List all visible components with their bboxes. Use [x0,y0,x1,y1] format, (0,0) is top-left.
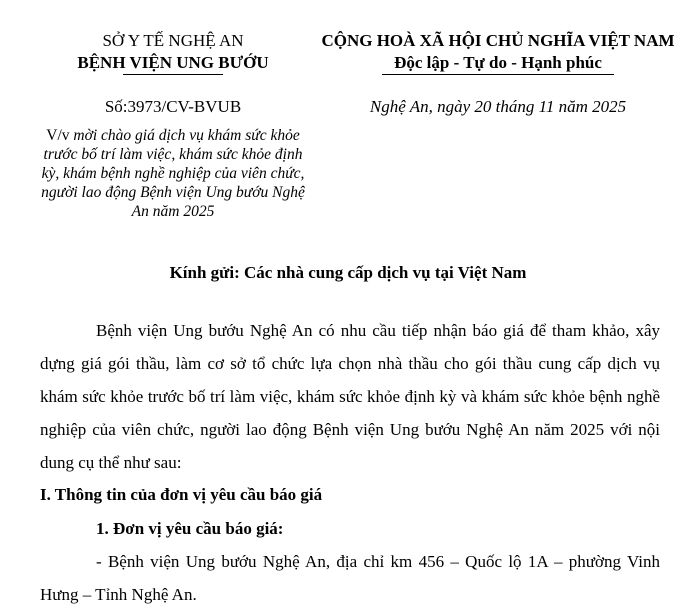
document-number: Số:3973/CV-BVUB [104,97,242,116]
national-motto: Độc lập - Tự do - Hạnh phúc [394,53,602,72]
motto-underline [382,74,614,75]
agency-underline [123,74,223,75]
subject-text: mời chào giá dịch vụ khám sức khỏe trước bố trí làm việc, khám sức khỏe định kỳ, khám bệnh nghề nghiệp của viên chức, người lao động Bệnh viện Ung bướu Nghệ An năm 2025 [41,127,305,220]
place-and-date: Nghệ An, ngày 20 tháng 11 năm 2025 [369,97,627,116]
subject-prefix: V/v [46,127,74,144]
issuing-agency-block [40,30,306,75]
section-heading: I. Thông tin của đơn vị yêu cầu báo giá [40,485,323,504]
subsection-heading: 1. Đơn vị yêu cầu báo giá: [96,519,284,538]
parent-agency-name: SỞ Y TẾ NGHỆ AN [102,31,244,50]
document-subject [40,126,306,221]
subsection-item: - Bệnh viện Ung bướu Nghệ An, địa chỉ km 456 – Quốc lộ 1A – phường Vinh Hưng – Tỉnh Nghệ An. [40,552,660,604]
national-title: CỘNG HOÀ XÃ HỘI CHỦ NGHĨA VIỆT NAM [321,31,675,50]
body-paragraph: Bệnh viện Ung bướu Nghệ An có nhu cầu tiếp nhận báo giá để tham khảo, xây dựng giá gói thầu, làm cơ sở tổ chức lựa chọn nhà thầu cho gói thầu cung cấp dịch vụ khám sức khỏe trước bố trí làm việc, khám sức khỏe định kỳ và khám sức khỏe bệnh nghề nghiệp của viên chức, người lao động Bệnh viện Ung bướu Nghệ An năm 2025 với nội dung cụ thể như sau: [40,321,660,472]
national-title-block [300,30,696,75]
issuing-agency-name: BỆNH VIỆN UNG BƯỚU [77,53,269,72]
recipient-line: Kính gửi: Các nhà cung cấp dịch vụ tại Việt Nam [169,263,527,282]
